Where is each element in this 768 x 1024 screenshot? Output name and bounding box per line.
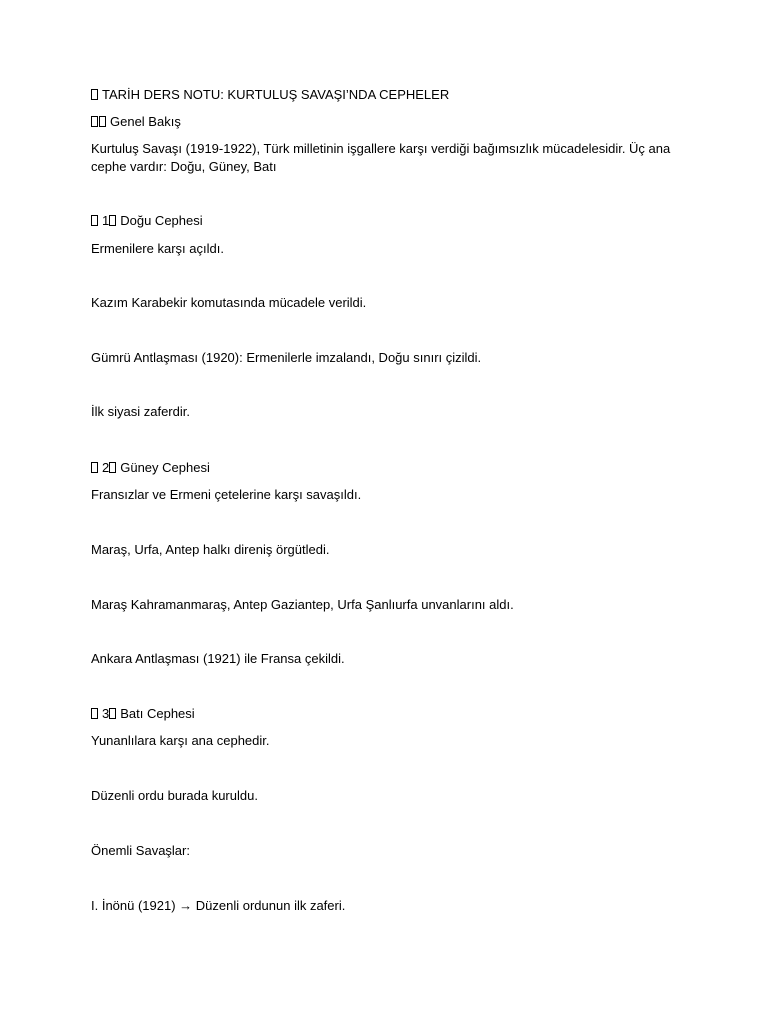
missing-glyph-box-icon bbox=[91, 462, 98, 473]
missing-glyph-box-icon bbox=[109, 708, 116, 719]
list-item: Maraş, Urfa, Antep halkı direniş örgütledi. bbox=[91, 542, 330, 557]
list-item: Maraş Kahramanmaraş, Antep Gaziantep, Urfa Şanlıurfa unvanlarını aldı. bbox=[91, 597, 514, 612]
section-heading-text: Doğu Cephesi bbox=[120, 213, 203, 228]
section-heading-east bbox=[91, 212, 688, 230]
overview-heading-text: Genel Bakış bbox=[110, 114, 181, 129]
list-item: Kazım Karabekir komutasında mücadele verildi. bbox=[91, 295, 367, 310]
section-heading-west bbox=[91, 705, 688, 723]
section-number: 3 bbox=[102, 706, 110, 721]
list-item: Önemli Savaşlar: bbox=[91, 843, 190, 858]
overview-heading bbox=[91, 113, 688, 131]
doc-title-text: TARİH DERS NOTU: KURTULUŞ SAVAŞI’NDA CEPHELER bbox=[102, 87, 450, 102]
missing-glyph-box-icon bbox=[91, 708, 98, 719]
list-item: Ankara Antlaşması (1921) ile Fransa çekildi. bbox=[91, 651, 345, 666]
list-item: Ermenilere karşı açıldı. bbox=[91, 241, 224, 256]
section-heading-south bbox=[91, 459, 688, 477]
section-number: 1 bbox=[102, 213, 110, 228]
missing-glyph-box-icon bbox=[109, 462, 116, 473]
list-item: Düzenli ordu burada kuruldu. bbox=[91, 788, 258, 803]
missing-glyph-box-icon bbox=[99, 116, 106, 127]
missing-glyph-box-icon bbox=[91, 89, 98, 100]
list-item: Gümrü Antlaşması (1920): Ermenilerle imzalandı, Doğu sınırı çizildi. bbox=[91, 350, 482, 365]
overview-paragraph: Kurtuluş Savaşı (1919-1922), Türk milletinin işgallere karşı verdiği bağımsızlık mücadelesidir. Üç ana cephe vardır: Doğu, Güney, Batı bbox=[91, 141, 671, 174]
missing-glyph-box-icon bbox=[109, 215, 116, 226]
missing-glyph-box-icon bbox=[91, 116, 98, 127]
section-number: 2 bbox=[102, 460, 110, 475]
list-item: Yunanlılara karşı ana cephedir. bbox=[91, 733, 270, 748]
section-heading-text: Batı Cephesi bbox=[120, 706, 195, 721]
doc-title bbox=[91, 86, 688, 104]
list-item: Fransızlar ve Ermeni çetelerine karşı savaşıldı. bbox=[91, 487, 362, 502]
section-heading-text: Güney Cephesi bbox=[120, 460, 210, 475]
list-item: I. İnönü (1921) → Düzenli ordunun ilk zaferi. bbox=[91, 898, 346, 913]
list-item: İlk siyasi zaferdir. bbox=[91, 404, 190, 419]
missing-glyph-box-icon bbox=[91, 215, 98, 226]
